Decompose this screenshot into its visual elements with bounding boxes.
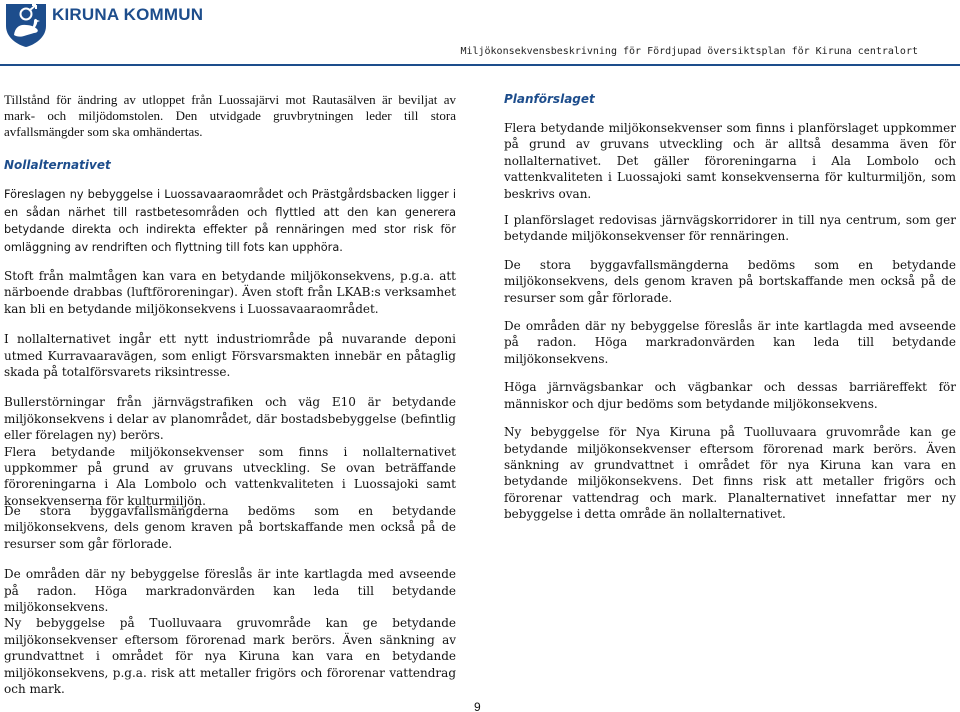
plan-paragraph-4: De områden där ny bebyggelse föreslås är inte kartlagda med avseende på radon. Höga markradonvärden kan leda till betydande miljökonsekvens. [504, 319, 956, 366]
stoft-paragraph: Stoft från malmtågen kan vara en betydande miljökonsekvens, p.g.a. att närboende drabbas (luftföroreningar). Även stoft från LKAB:s verksamhet kan bli en betydande miljökonsekvens i Luossavaaraområdet. [4, 269, 456, 316]
header-divider [0, 64, 960, 66]
plan-paragraph-2: I planförslaget redovisas järnvägskorridorer in till nya centrum, som ger betydande miljökonsekvenser för rennäringen. [504, 213, 956, 244]
radon-paragraph: De områden där ny bebyggelse föreslås är inte kartlagda med avseende på radon. Höga markradonvärden kan leda till betydande miljökonsekvens. [4, 567, 456, 615]
plan-paragraph-3: De stora byggavfallsmängderna bedöms som en betydande miljökonsekvens, dels genom kraven på bortskaffande men också på de resurser som går förlorade. [504, 257, 956, 305]
nollalternativet-heading: Nollalternativet [4, 158, 111, 172]
buller-paragraph: Bullerstörningar från järnvägstrafiken och väg E10 är betydande miljökonsekvens i delar av planområdet, där bostadsbebyggelse (befintlig eller förelagen ny) berörs. [4, 395, 456, 443]
page-number: 9 [474, 700, 481, 712]
plan-paragraph-6: Ny bebyggelse för Nya Kiruna på Tuolluvaara gruvområde kan ge betydande miljökonsekvenser eftersom förorenad mark berörs. Även sänkning av grundvattnet i området för nya Kiruna kan vara en betydande miljökonsekvens. Det finns risk att metaller frigörs och förorenar vattendrag och mark. Planalternativet innefattar mer ny bebyggelse i detta område än nollalternativet. [504, 425, 956, 522]
bottom-section [4, 503, 456, 697]
plan-paragraph-5: Höga järnvägsbankar och vägbankar och dessas barriäreffekt för människor och djur bedöms som betydande miljökonsekvens. [504, 380, 956, 411]
org-name: KIRUNA KOMMUN [52, 5, 204, 24]
left-column [4, 92, 456, 509]
tuolluvaara-paragraph: Ny bebyggelse på Tuolluvaara gruvområde kan ge betydande miljökonsekvenser eftersom förorenad mark berörs. Även sänkning av grundvattnet i området för nya Kiruna kan vara en betydande miljökonsekvens, p.g.a. risk att metaller frigörs och förorenar vattendrag och mark. [4, 616, 456, 697]
byggavfall-paragraph: De stora byggavfallsmängderna bedöms som en betydande miljökonsekvens, dels genom kraven på bortskaffande men också på de resurser som går förlorade. [4, 504, 456, 551]
intro-paragraph: Tillstånd för ändring av utloppet från Luossajärvi mot Rautasälven är beviljat av mark- och miljödomstolen. Den utvidgade gruvbrytningen leder till stora avfallsmängder som ska omhändertas. [4, 92, 456, 139]
right-column [504, 92, 956, 523]
coat-of-arms-icon [4, 2, 48, 48]
planforslaget-heading: Planförslaget [504, 92, 595, 106]
document-title: Miljökonsekvensbeskrivning för Fördjupad översiktsplan för Kiruna centralort [460, 46, 918, 57]
industriomrade-paragraph: I nollalternativet ingår ett nytt industriområde på nuvarande deponi utmed Kurravaaravägen, som enligt Försvarsmakten innebär en påtaglig skada på totalförsvarets riksintresse. [4, 332, 456, 380]
gruva-paragraph: Flera betydande miljökonsekvenser som finns i nollalternativet uppkommer på grund av gruvans utveckling. Se ovan beträffande föroreningarna i Ala Lombolo och vattenkvaliteten i Luossajoki samt konsekvenserna för kulturmiljön. [4, 444, 456, 508]
rennaring-paragraph: Föreslagen ny bebyggelse i Luossavaaraområdet och Prästgårdsbacken ligger i en sådan närhet till rastbetesområden och flyttled att den kan generera betydande direkta och indirekta effekter på rennäringen med stor risk för omläggning av rendriften och flyttning till fots kan upphöra. [4, 188, 456, 254]
plan-paragraph-1: Flera betydande miljökonsekvenser som finns i planförslaget uppkommer på grund av gruvans utveckling och är alltså desamma även för nollalternativet. Det gäller föroreningarna i Ala Lombolo och vattenkvaliteten i Luossajoki samt konsekvenserna för kulturmiljön, som beskrivs ovan. [504, 121, 956, 201]
